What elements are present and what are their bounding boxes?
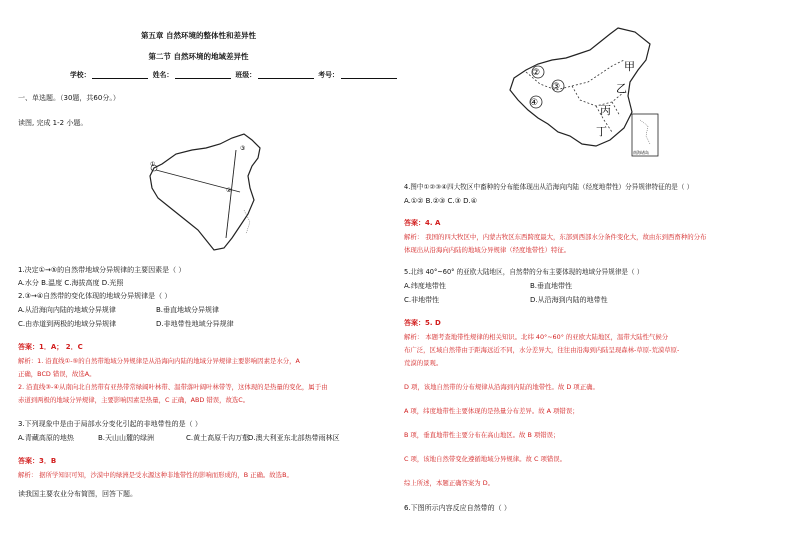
vegetation-map [140,130,280,256]
q5-exp-c: C 项，该地自然带变化遵循地域分异规律。故 C 项错误。 [404,455,567,463]
q5-exp-line3: 荒漠的景观。 [404,359,443,367]
map2-num2: ② [532,68,541,78]
region-boundary [526,60,624,90]
q5-stem: 5.北纬 40°~60° 的亚欧大陆地区，自然带的分布主要体现的地域分异规律是（ ） [404,268,644,276]
q4-options: A.①② B.②③ C.③ D.④ [404,197,477,205]
map2-label-ding: 丁 [596,125,607,138]
q3-option-a: A.青藏高原的地热 [18,434,74,442]
map1-num1: ① [150,161,156,168]
school-label: 学校： [70,71,91,79]
intro-q1-2: 读图, 完成 1-2 小题。 [18,119,88,127]
exp1-line1: 解析：1. 沿直线①-⑤的自然带地域分异规律是从沿海向内陆的地域分异规律主要影响因素是水分，A [18,357,300,365]
answer-q4: 答案：4. A [404,219,441,227]
name-label: 姓名： [152,71,174,79]
q1-stem: 1.决定①→⑤的自然带地域分异规律的主要因素是（ ） [18,266,186,274]
q5-exp-line2: 布广泛，区域自然带由于距海远近不同，水分差异大，往往由沿海到内陆呈现森林-草原-荒漠草原- [404,346,680,354]
map2-label-yi: 乙 [616,82,627,95]
exam-no-label: 考号： [318,71,339,79]
q3-option-d: D.澳大利亚东北部热带雨林区 [248,434,340,442]
agriculture-map [500,20,665,160]
chapter-title: 第五章 自然环境的整体性和差异性 [140,31,257,40]
class-blank[interactable] [258,71,314,79]
coast-islands [244,210,250,234]
map2-num3: ③ [552,82,561,92]
exam-no-blank[interactable] [341,71,397,79]
q3-stem: 3.下列现象中是由于局部水分变化引起的非地带性的是（ ） [18,420,202,428]
map2-num4: ④ [530,98,539,108]
map1-num3: ③ [240,145,246,152]
q2-stem: 2.③→④自然带的变化体现的地域分异规律是（ ） [18,292,172,300]
q3-exp-line1: 解析： 据所学知识可知，沙漠中的绿洲是受水源这种非地带性的影响而形成的，B 正确。故选B。 [18,471,293,479]
q5-summary: 综上所述，本题正确答案为 D。 [404,479,495,487]
q2-option-a: A.从沿海向内陆的地域分异规律 [18,306,116,314]
q5-option-a: A.纬度地带性 [404,282,446,290]
q6-stem: 6.下图所示内容反应自然带的（ ） [404,504,511,512]
answer-q1-2: 答案：1．A； 2．C [18,343,83,351]
q4-stem: 4.图中①②③④四大牧区中畜种的分布能体现出从沿海向内陆（经度地带性）分异规律特征的是（ ） [404,183,694,191]
q5-option-b: B.垂直地带性 [530,282,573,290]
exp2-line2: 赤道到两极的地域分异规律，主要影响因素是热量，C 正确，ABD 错误，故选C。 [18,396,250,404]
q1-options: A.水分 B.温度 C.海拔高度 D.光照 [18,279,124,287]
inset-label: 南海诸岛 [633,150,649,155]
student-info-line [70,71,399,79]
q2-option-b: B.垂直地域分异规律 [156,306,220,314]
q4-exp-line1: 解析： 我国的四大牧区中，内蒙古牧区东西跨度最大，东部到西部水分条件变化大，故由东到西畜种的分布 [404,233,707,241]
answer-q3: 答案：3．B [18,457,57,465]
q5-exp-line1: 解析： 本题考查地带性规律的相关知识。北纬 40°~60° 的亚欧大陆地区，温带大陆性气候分 [404,333,669,341]
q3-option-c: C.黄土高原千沟万壑 [186,434,250,442]
answer-q5: 答案：5. D [404,319,441,327]
region-boundary-4 [612,102,620,116]
q5-option-c: C.非地带性 [404,296,440,304]
q4-exp-line2: 体现出从沿海向内陆的地域分异规律（经度地带性）特征。 [404,246,571,254]
q3-option-b: B.天山山麓的绿洲 [98,434,155,442]
q5-exp-d: D 项，该地自然带的分布规律从沿海到内陆的地带性。故 D 项正确。 [404,383,599,391]
q2-option-d: D.非地带性地域分异规律 [156,320,234,328]
line-3-4 [226,150,236,238]
name-blank[interactable] [175,71,231,79]
intro-q4: 读我国主要农业分布简图，回答下题。 [18,490,137,498]
map1-num2: ② [226,187,232,194]
section-title: 第二节 自然环境的地域差异性 [148,52,249,61]
q2-option-c: C.由赤道到两极的地域分异规律 [18,320,117,328]
exp1-line2: 正确，BCD 错误，故选A。 [18,370,96,378]
china-outline [510,28,650,146]
exp2-line1: 2. 沿直线③-④从南向北自然带有亚热带常绿阔叶林带、温带落叶阔叶林带等，这体现的是热量的变化，属于由 [18,383,328,391]
school-blank[interactable] [92,71,148,79]
q5-exp-a: A 项，纬度地带性主要体现的是热量分布差异。故 A 项错误； [404,407,579,415]
map2-label-jia: 甲 [624,60,635,73]
q5-exp-b: B 项，垂直地带性主要分布在高山地区。故 B 项错误； [404,431,560,439]
part1-heading: 一、单选题。（30题，共60分。） [18,94,120,102]
q5-option-d: D.从沿海到内陆的地带性 [530,296,608,304]
class-label: 班级： [235,71,256,79]
map2-label-bing: 丙 [600,104,611,117]
